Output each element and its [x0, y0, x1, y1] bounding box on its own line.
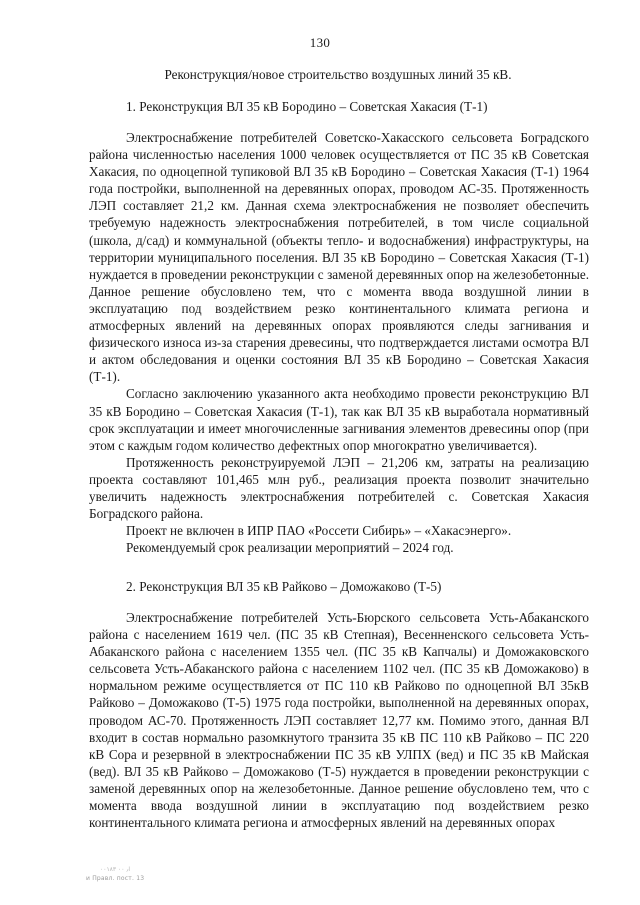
section-heading-2: 2. Реконструкция ВЛ 35 кВ Райково – Доможаково (Т-5) [126, 579, 442, 594]
section-body-2 [89, 609, 589, 831]
paragraph: Протяженность реконструируемой ЛЭП – 21,206 км, затраты на реализацию проекта составляют 101,465 млн руб., реализация проекта позволит значительно увеличить надежность электроснабжения потребителей с. Советская Хакасия Боградского района. [89, 454, 589, 522]
page-number: 130 [309, 35, 331, 50]
paragraph: Электроснабжение потребителей Усть-Бюрского сельсовета Усть-Абаканского района с населением 1619 чел. (ПС 35 кВ Степная), Весенненского сельсовета Усть-Абаканского района с населением 1355 чел. (ПС 35 кВ Капчалы) и Доможаковского сельсовета Усть-Абаканского района с населением 1102 чел. (ПС 35 кВ Доможаково) в нормальном режиме осуществляется от ПС 110 кВ Райково по одноцепной ВЛ 35кВ Райково – Доможаково (Т-5) 1975 года постройки, выполненной на деревянных опорах, проводом АС-70. Протяженность ЛЭП составляет 12,77 км. Помимо этого, данная ВЛ входит в состав нормально разомкнутого транзита 35 кВ ПС 110 кВ Райково – ПС 220 кВ Сора и резервной в электроснабжении ПС 35 кВ УЛПХ (вед) и ПС 35 кВ Майская (вед). ВЛ 35 кВ Райково – Доможаково (Т-5) нуждается в проведении реконструкции с заменой деревянных опор на железобетонные. Данное решение обусловлено тем, что с момента ввода воздушной линии в эксплуатацию под воздействием резко континентального климата региона и атмосферных явлений на деревянных опорах [89, 610, 589, 831]
paragraph: Согласно заключению указанного акта необходимо провести реконструкцию ВЛ 35 кВ Бородино – Советская Хакасия (Т-1), так как ВЛ 35 кВ выработала нормативный срок эксплуатации и имеет многочисленные загнивания элементов древесины опор (при этом с каждым годом количество дефектных опор многократно увеличивается). [89, 386, 589, 453]
section-body-1 [89, 129, 589, 556]
document-title: Реконструкция/новое строительство воздушных линий 35 кВ. [164, 67, 512, 82]
footer-stamp-line-1: ا٫ ٠٠ ٠٠١٨٣ [100, 866, 131, 873]
paragraph: Электроснабжение потребителей Советско-Хакасского сельсовета Боградского района численностью населения 1000 человек осуществляется от ПС 35 кВ Советская Хакасия, по одноцепной тупиковой ВЛ 35 кВ Бородино – Советская Хакасия (Т-1) 1964 года постройки, выполненной на деревянных опорах, проводом АС-35. Протяженность ЛЭП составляет 21,2 км. Данная схема электроснабжения не позволяет обеспечить требуемую надежность электроснабжения потребителей, в том числе социальной (школа, д/сад) и коммунальной (объекты тепло- и водоснабжения) инфраструктуры, на территории муниципального поселения. ВЛ 35 кВ Бородино – Советская Хакасия (Т-1) нуждается в проведении реконструкции с заменой деревянных опор на железобетонные. Данное решение обусловлено тем, что с момента ввода воздушной линии в эксплуатацию под воздействием резко континентального климата региона и атмосферных явлений на деревянных опорах проявляются следы загнивания и физического износа из-за старения древесины, что подтверждается листами осмотра ВЛ и актом обследования и оценки состояния ВЛ 35 кВ Бородино – Советская Хакасия (Т-1). [89, 130, 589, 385]
paragraph: Рекомендуемый срок реализации мероприятий – 2024 год. [126, 540, 454, 556]
section-heading-1: 1. Реконструкция ВЛ 35 кВ Бородино – Советская Хакасия (Т-1) [126, 99, 488, 114]
paragraph: Проект не включен в ИПР ПАО «Россети Сибирь» – «Хакасэнерго». [126, 523, 512, 539]
footer-stamp-line-2: и Правл. пост. 13 [86, 875, 145, 882]
